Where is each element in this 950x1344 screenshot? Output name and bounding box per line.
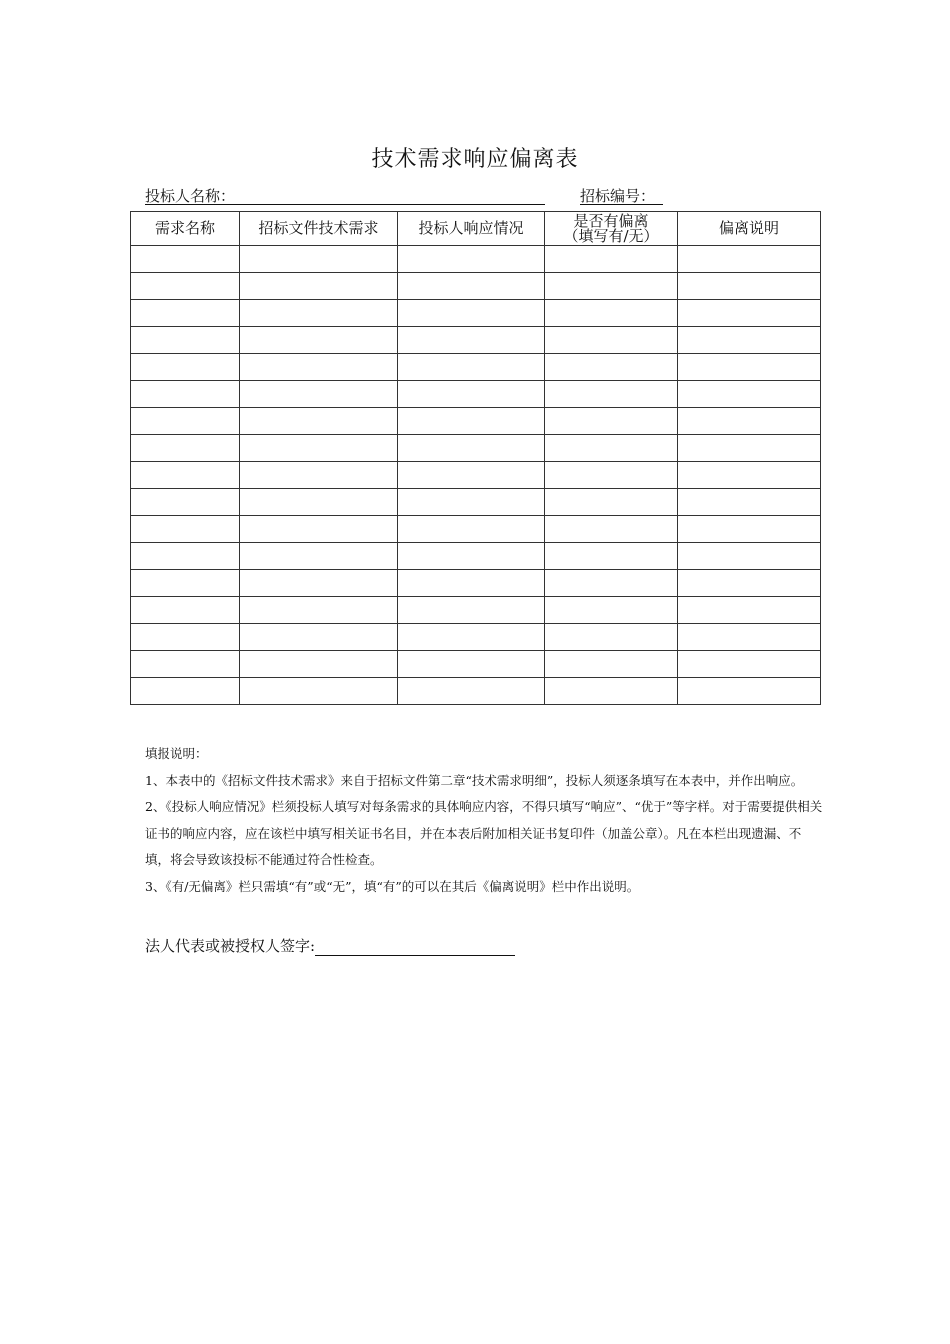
table-cell[interactable] [545, 273, 678, 300]
table-cell[interactable] [398, 327, 545, 354]
table-cell[interactable] [545, 651, 678, 678]
table-cell[interactable] [131, 408, 240, 435]
table-cell[interactable] [240, 597, 398, 624]
table-row [131, 651, 821, 678]
table-cell[interactable] [545, 597, 678, 624]
bidder-name-field[interactable] [145, 185, 545, 205]
table-cell[interactable] [398, 354, 545, 381]
table-row [131, 408, 821, 435]
table-cell[interactable] [545, 489, 678, 516]
table-row [131, 327, 821, 354]
header-has-deviation [545, 212, 678, 246]
header-has-deviation-line1: 是否有偏离 [573, 211, 649, 230]
table-row [131, 435, 821, 462]
table-cell[interactable] [678, 273, 821, 300]
table-cell[interactable] [398, 678, 545, 705]
table-cell[interactable] [545, 408, 678, 435]
table-body [131, 246, 821, 705]
table-row [131, 489, 821, 516]
table-row [131, 462, 821, 489]
table-row [131, 570, 821, 597]
deviation-table [130, 211, 821, 705]
table-cell[interactable] [678, 408, 821, 435]
table-cell[interactable] [240, 624, 398, 651]
table-cell[interactable] [131, 516, 240, 543]
table-row [131, 273, 821, 300]
table-cell[interactable] [240, 354, 398, 381]
table-cell[interactable] [678, 624, 821, 651]
table-cell[interactable] [545, 543, 678, 570]
table-cell[interactable] [678, 327, 821, 354]
instruction-item-1: 1、本表中的《招标文件技术需求》来自于招标文件第二章“技术需求明细”，投标人须逐条填写在本表中，并作出响应。 [145, 772, 804, 788]
table-cell[interactable] [545, 462, 678, 489]
table-cell[interactable] [545, 624, 678, 651]
header-bidder-response: 投标人响应情况 [398, 212, 545, 246]
table-cell[interactable] [398, 543, 545, 570]
table-cell[interactable] [678, 381, 821, 408]
table-cell[interactable] [240, 570, 398, 597]
table-cell[interactable] [678, 651, 821, 678]
instructions-heading: 填报说明： [145, 746, 208, 761]
table-cell[interactable] [131, 381, 240, 408]
table-cell[interactable] [398, 273, 545, 300]
table-row [131, 354, 821, 381]
table-cell[interactable] [545, 570, 678, 597]
table-cell[interactable] [398, 462, 545, 489]
table-cell[interactable] [398, 435, 545, 462]
table-cell[interactable] [131, 651, 240, 678]
table-cell[interactable] [398, 624, 545, 651]
table-cell[interactable] [131, 354, 240, 381]
table-cell[interactable] [240, 651, 398, 678]
table-cell[interactable] [398, 300, 545, 327]
table-cell[interactable] [398, 570, 545, 597]
header-tender-tech-requirement: 招标文件技术需求 [240, 212, 398, 246]
table-row [131, 516, 821, 543]
table-cell[interactable] [545, 435, 678, 462]
signature-label: 法人代表或被授权人签字: [145, 937, 316, 955]
table-cell[interactable] [131, 246, 240, 273]
table-cell[interactable] [131, 597, 240, 624]
table-cell[interactable] [678, 516, 821, 543]
table-cell[interactable] [240, 381, 398, 408]
table-cell[interactable] [240, 408, 398, 435]
instruction-item-2: 2、《投标人响应情况》栏须投标人填写对每条需求的具体响应内容，不得只填写“响应”、“优于”等字样。对于需要提供相关证书的响应内容，应在该栏中填写相关证书名目，并在本表后附加相关证书复印件（加盖公章）。凡在本栏出现遗漏、不填，将会导致该投标不能通过符合性检查。 [145, 799, 823, 867]
table-cell[interactable] [545, 516, 678, 543]
table-cell[interactable] [240, 543, 398, 570]
table-cell[interactable] [240, 246, 398, 273]
table-header-row [131, 212, 821, 246]
table-cell[interactable] [545, 381, 678, 408]
table-cell[interactable] [678, 462, 821, 489]
table-cell[interactable] [240, 489, 398, 516]
table-cell[interactable] [240, 462, 398, 489]
header-deviation-explanation: 偏离说明 [678, 212, 821, 246]
signature-line[interactable] [315, 938, 515, 956]
table-cell[interactable] [398, 489, 545, 516]
table-cell[interactable] [398, 246, 545, 273]
table-cell[interactable] [240, 435, 398, 462]
table-row [131, 381, 821, 408]
table-cell[interactable] [131, 543, 240, 570]
table-row [131, 246, 821, 273]
table-row [131, 624, 821, 651]
table-cell[interactable] [131, 624, 240, 651]
table-cell[interactable] [545, 246, 678, 273]
table-cell[interactable] [545, 300, 678, 327]
table-cell[interactable] [131, 678, 240, 705]
table-cell[interactable] [131, 273, 240, 300]
table-cell[interactable] [678, 354, 821, 381]
table-cell[interactable] [678, 678, 821, 705]
table-cell[interactable] [678, 435, 821, 462]
table-cell[interactable] [131, 462, 240, 489]
table-cell[interactable] [240, 516, 398, 543]
table-cell[interactable] [545, 327, 678, 354]
table-cell[interactable] [678, 489, 821, 516]
table-cell[interactable] [131, 435, 240, 462]
table-cell[interactable] [240, 300, 398, 327]
table-cell[interactable] [678, 597, 821, 624]
fill-instructions [145, 741, 825, 900]
table-cell[interactable] [398, 408, 545, 435]
table-row [131, 543, 821, 570]
table-cell[interactable] [131, 570, 240, 597]
tender-number-label: 招标编号： [580, 187, 656, 205]
table-cell[interactable] [678, 246, 821, 273]
table-cell[interactable] [398, 381, 545, 408]
table-cell[interactable] [131, 300, 240, 327]
signature-area [145, 935, 515, 956]
instruction-item-3: 3、《有/无偏离》栏只需填“有”或“无”，填“有”的可以在其后《偏离说明》栏中作出说明。 [145, 878, 640, 894]
table-row [131, 300, 821, 327]
table-cell[interactable] [398, 516, 545, 543]
table-cell[interactable] [240, 678, 398, 705]
document-title: 技术需求响应偏离表 [371, 147, 579, 172]
table-row [131, 597, 821, 624]
table-cell[interactable] [545, 678, 678, 705]
table-cell[interactable] [678, 543, 821, 570]
table-cell[interactable] [398, 597, 545, 624]
header-requirement-name: 需求名称 [131, 212, 240, 246]
table-cell[interactable] [545, 354, 678, 381]
table-row [131, 678, 821, 705]
table-cell[interactable] [240, 273, 398, 300]
table-cell[interactable] [398, 651, 545, 678]
tender-number-field[interactable] [580, 185, 663, 205]
table-cell[interactable] [678, 300, 821, 327]
table-cell[interactable] [678, 570, 821, 597]
table-cell[interactable] [131, 489, 240, 516]
header-has-deviation-line2: （填写有/无） [563, 226, 659, 245]
table-cell[interactable] [131, 327, 240, 354]
table-cell[interactable] [240, 327, 398, 354]
bidder-name-label: 投标人名称： [145, 187, 236, 205]
